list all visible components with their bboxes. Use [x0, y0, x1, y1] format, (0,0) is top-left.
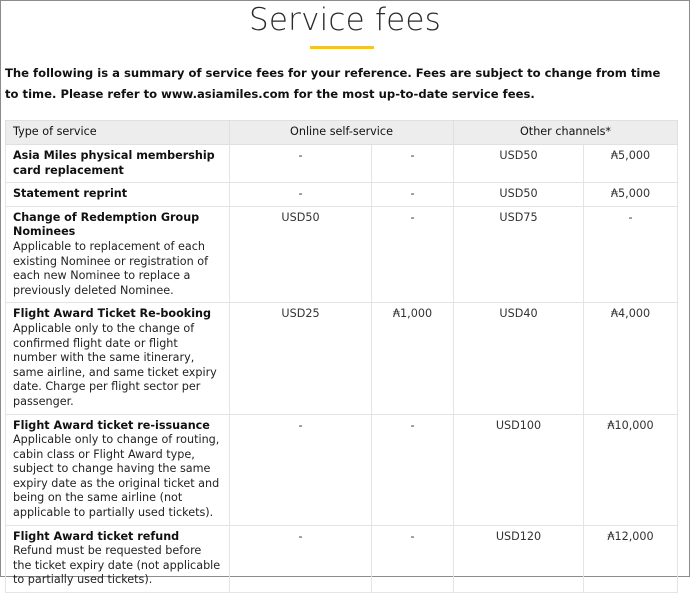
online-usd-fee: -: [230, 414, 372, 525]
service-detail: Applicable to replacement of each existing Nominee or registration of each new Nominee to replace a previously deleted Nominee.: [13, 239, 209, 297]
table-row: [6, 145, 678, 183]
service-type-cell: [6, 303, 230, 414]
online-usd-fee: -: [230, 183, 372, 207]
service-name: Flight Award Ticket Re-booking: [13, 307, 212, 321]
online-usd-fee: -: [230, 525, 372, 592]
other-usd-fee: USD120: [454, 525, 584, 592]
header-type-of-service: Type of service: [6, 121, 230, 145]
other-miles-fee: ₳10,000: [584, 414, 678, 525]
other-usd-fee: USD100: [454, 414, 584, 525]
other-miles-fee: ₳5,000: [584, 183, 678, 207]
other-miles-fee: ₳4,000: [584, 303, 678, 414]
service-name: Asia Miles physical membership card replacement: [13, 149, 215, 177]
intro-paragraph: The following is a summary of service fees for your reference. Fees are subject to change from time to time. Please refer to www.asiamiles.com for the most up-to-date service fees.: [5, 66, 661, 101]
page-title: Service fees: [248, 2, 442, 38]
service-name: Change of Redemption Group Nominees: [13, 210, 200, 239]
table-header-row: [6, 121, 678, 145]
table-row: [6, 183, 678, 207]
service-detail: Applicable only to change of routing, cabin class or Flight Award type, subject to change having the same expiry date as the original ticket and being on the same airline (not applicable to partially used tickets).: [13, 433, 220, 520]
online-usd-fee: -: [230, 145, 372, 183]
online-miles-fee: -: [372, 183, 454, 207]
other-usd-fee: USD40: [454, 303, 584, 414]
table-row: [6, 206, 678, 303]
title-underline: [310, 46, 374, 49]
service-detail: Refund must be requested before the ticket expiry date (not applicable to partially used tickets).: [13, 544, 221, 587]
online-miles-fee: -: [372, 145, 454, 183]
service-type-cell: [6, 525, 230, 592]
service-detail: Applicable only to the change of confirmed flight date or flight number with the same itinerary, same airline, and same ticket expiry date. Charge per flight sector per passenger.: [13, 321, 217, 408]
service-type-cell: [6, 206, 230, 303]
service-type-cell: [6, 183, 230, 207]
table-row: [6, 414, 678, 525]
service-name: Flight Award ticket re-issuance: [13, 418, 210, 432]
online-usd-fee: USD50: [230, 206, 372, 303]
online-miles-fee: ₳1,000: [372, 303, 454, 414]
table-row: [6, 525, 678, 592]
other-usd-fee: USD75: [454, 206, 584, 303]
header-other-channels: Other channels*: [454, 121, 678, 145]
table-row: [6, 303, 678, 414]
online-miles-fee: -: [372, 414, 454, 525]
service-type-cell: [6, 145, 230, 183]
other-usd-fee: USD50: [454, 145, 584, 183]
service-name: Statement reprint: [13, 187, 128, 201]
online-usd-fee: USD25: [230, 303, 372, 414]
header-online-self-service: Online self-service: [230, 121, 454, 145]
other-usd-fee: USD50: [454, 183, 584, 207]
service-name: Flight Award ticket refund: [13, 529, 180, 543]
other-miles-fee: ₳12,000: [584, 525, 678, 592]
other-miles-fee: ₳5,000: [584, 145, 678, 183]
online-miles-fee: -: [372, 525, 454, 592]
other-miles-fee: -: [584, 206, 678, 303]
service-fees-table: [5, 120, 678, 593]
online-miles-fee: -: [372, 206, 454, 303]
service-type-cell: [6, 414, 230, 525]
